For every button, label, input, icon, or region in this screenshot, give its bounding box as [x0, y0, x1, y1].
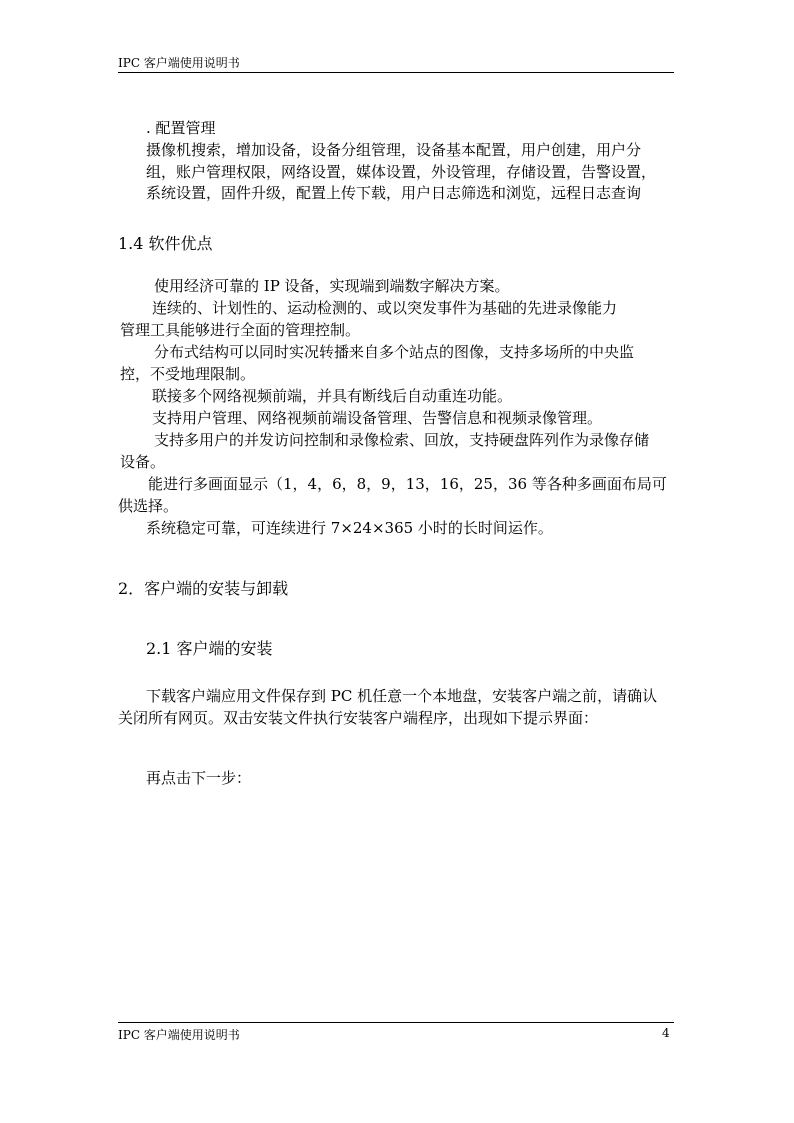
advantage-line: 供选择。: [118, 497, 179, 515]
advantage-line: 管理工具能够进行全面的管理控制。: [120, 321, 361, 339]
advantage-line: 连续的、计划性的、运动检测的、或以突发事件为基础的先进录像能力: [152, 299, 618, 317]
config-line: 组，账户管理权限，网络设置，媒体设置，外设管理，存储设置，告警设置，: [146, 163, 657, 181]
config-line: 摄像机搜索，增加设备，设备分组管理，设备基本配置，用户创建，用户分: [146, 141, 642, 159]
advantage-line: 支持用户管理、网络视频前端设备管理、告警信息和视频录像管理。: [152, 409, 603, 427]
advantage-line: 系统稳定可靠，可连续进行 7×24×365 小时的长时间运作。: [146, 519, 553, 537]
section-heading-1-4: 1.4 软件优点: [118, 234, 213, 253]
page-footer-title: IPC 客户端使用说明书: [118, 1028, 240, 1042]
advantage-line: 控，不受地理限制。: [120, 365, 256, 383]
advantage-line: 设备。: [120, 453, 166, 471]
advantage-line: 能进行多画面显示（1，4，6，8，9，13，16，25，36 等各种多画面布局可: [148, 475, 667, 493]
config-line: 系统设置，固件升级，配置上传下载，用户日志筛选和浏览，远程日志查询: [146, 184, 642, 202]
advantage-line: 联接多个网络视频前端，并具有断线后自动重连功能。: [152, 387, 513, 405]
install-line: 关闭所有网页。双击安装文件执行安装客户端程序，出现如下提示界面：: [118, 709, 599, 727]
footer-rule: [118, 1022, 674, 1023]
page-header-title: IPC 客户端使用说明书: [118, 56, 240, 70]
advantage-line: 支持多用户的并发访问控制和录像检索、回放，支持硬盘阵列作为录像存储: [154, 431, 650, 449]
section-heading-2: 2．客户端的安装与卸载: [118, 579, 289, 598]
config-title: . 配置管理: [146, 119, 216, 137]
header-rule: [118, 72, 674, 73]
page-number: 4: [662, 1026, 670, 1040]
install-line: 下载客户端应用文件保存到 PC 机任意一个本地盘，安装客户端之前，请确认: [146, 687, 658, 705]
section-heading-2-1: 2.1 客户端的安装: [146, 639, 273, 658]
advantage-line: 使用经济可靠的 IP 设备，实现端到端数字解决方案。: [154, 277, 510, 295]
advantage-line: 分布式结构可以同时实况转播来自多个站点的图像，支持多场所的中央监: [154, 343, 635, 361]
next-step-text: 再点击下一步：: [146, 769, 252, 787]
